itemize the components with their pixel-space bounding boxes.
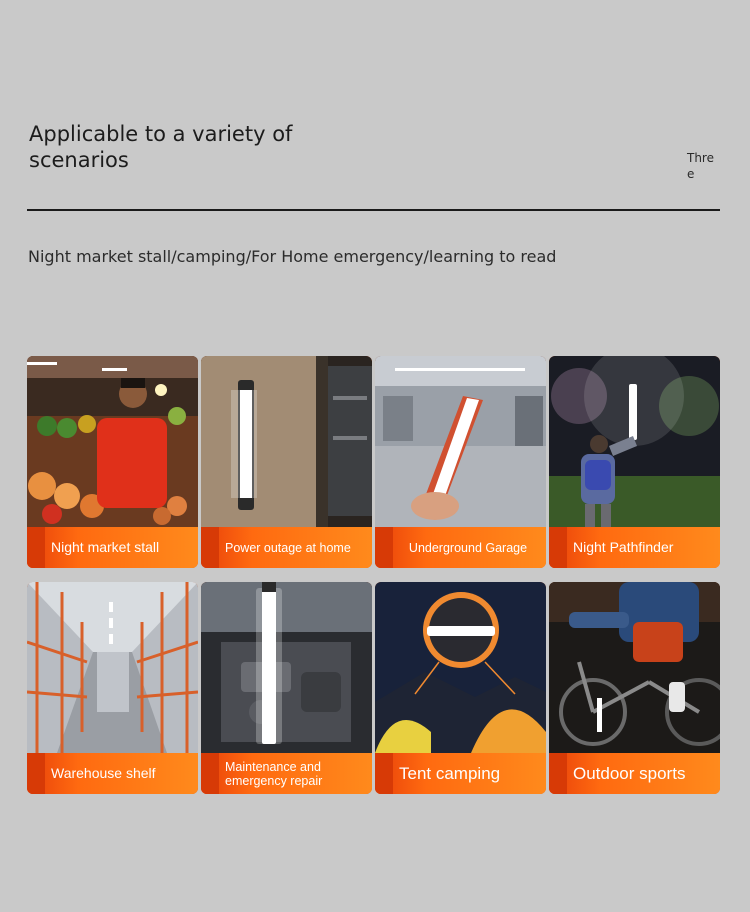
pathfinder-photo [549,356,720,527]
scenario-card-pathfinder [549,356,720,568]
scenario-label-band [201,753,372,794]
garage-photo [375,356,546,527]
scenario-card-night-market [27,356,198,568]
scenario-label-band [201,527,372,568]
scenario-label: Warehouse shelf [51,765,156,781]
market-stall-photo [27,356,198,527]
scenario-label: Night Pathfinder [573,539,674,555]
scenario-card-warehouse [27,582,198,794]
scenario-card-garage [375,356,546,568]
scenario-label-band [375,527,546,568]
scenario-card-repair [201,582,372,794]
scenario-label: Power outage at home [225,540,351,555]
scenario-label-band [27,527,198,568]
home-light-photo [201,356,372,527]
engine-repair-photo [201,582,372,753]
page-title: Applicable to a variety of scenarios [29,122,293,172]
warehouse-photo [27,582,198,753]
side-note: Three [687,151,714,181]
scenario-label: Tent camping [399,764,501,783]
scenario-label: Outdoor sports [573,764,686,783]
scenario-summary: Night market stall/camping/For Home emergency/learning to read [28,247,557,266]
scenario-label: Maintenance and emergency repair [225,759,323,788]
cycling-photo [549,582,720,753]
scenario-label: Underground Garage [408,540,528,555]
scenario-label-band [549,527,720,568]
scenario-label: Night market stall [51,539,160,555]
scenario-label-band [375,753,546,794]
scenario-card-tent [375,582,546,794]
tent-photo [375,582,546,753]
scenario-card-outdoor [549,582,720,794]
scenario-label-band [27,753,198,794]
scenario-card-power-outage [201,356,372,568]
divider [27,209,720,211]
scenario-label-band [549,753,720,794]
